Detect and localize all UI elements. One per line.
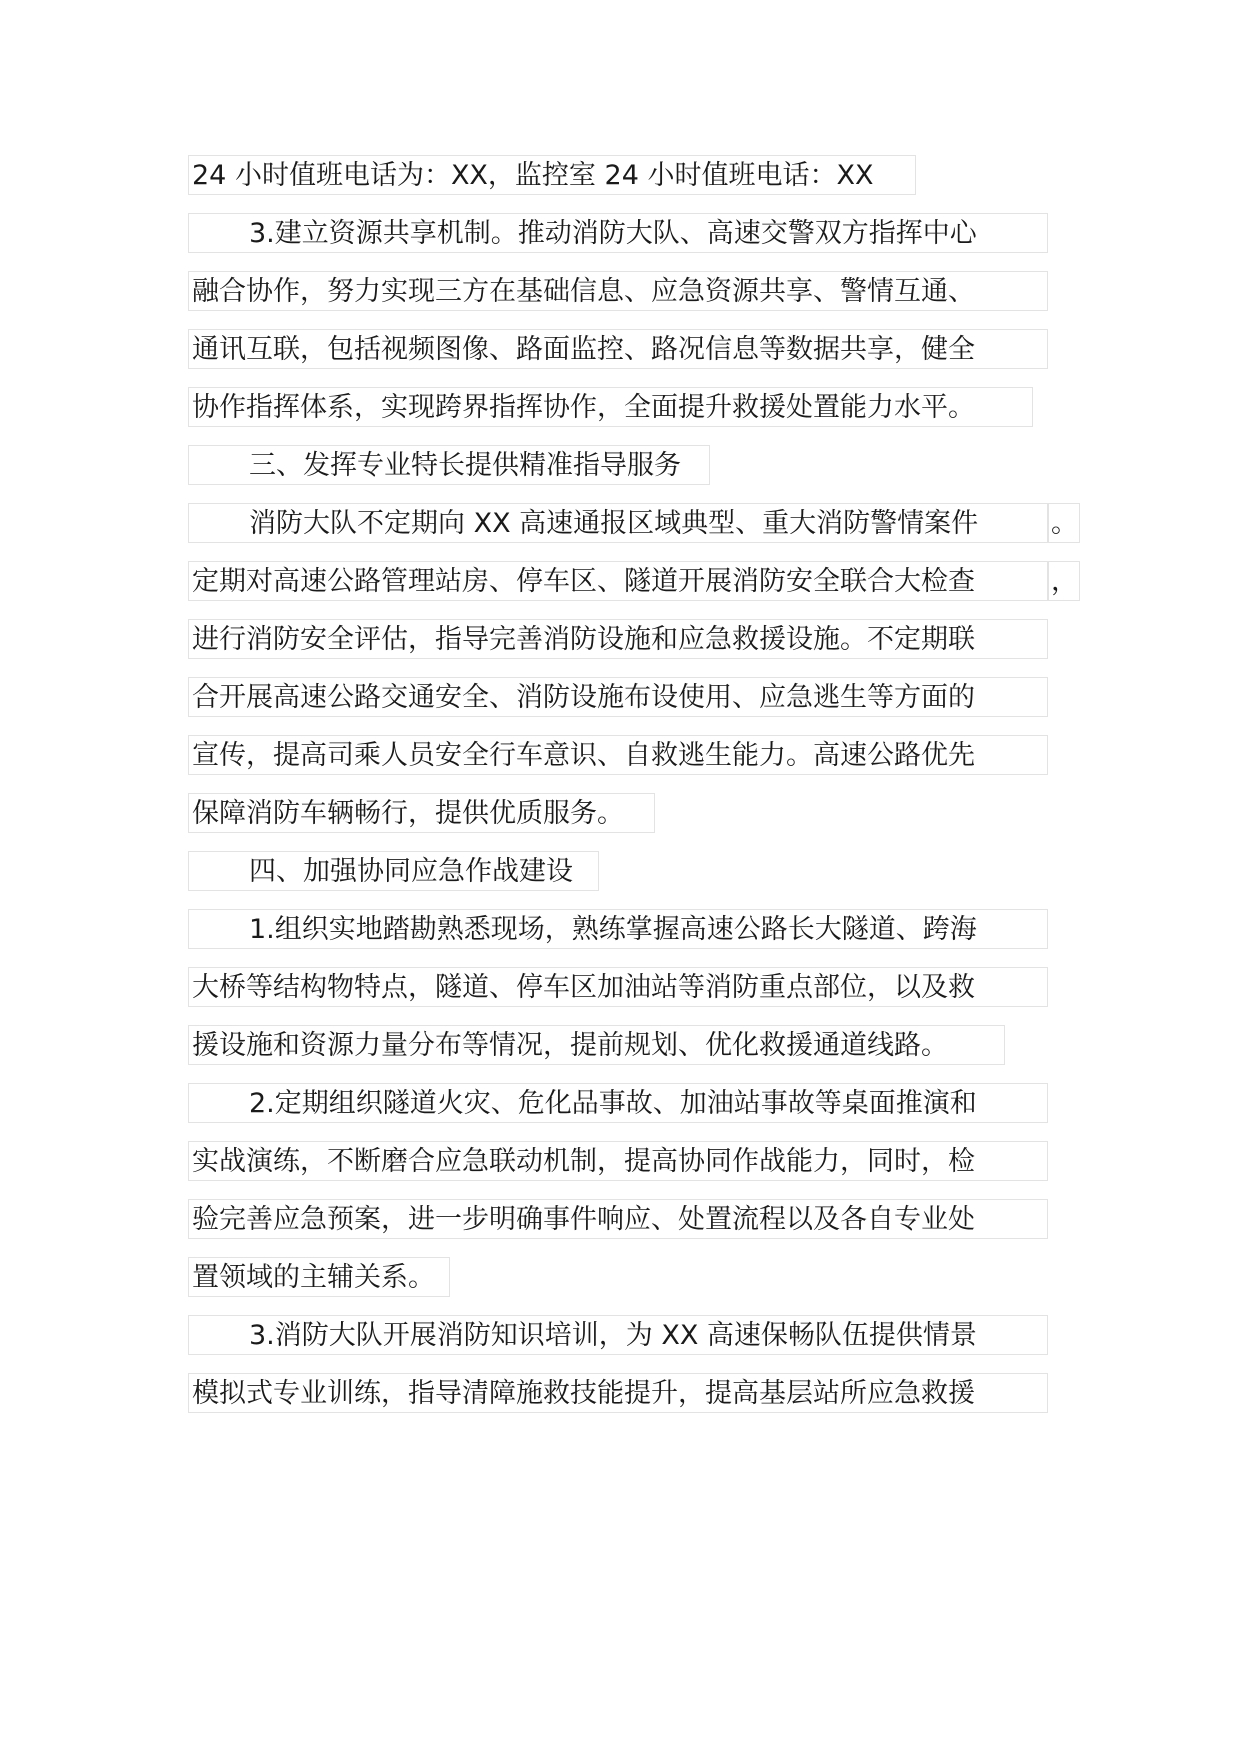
text-line-8-overflow: ， bbox=[1048, 561, 1080, 601]
text-line-18: 实战演练，不断磨合应急联动机制，提高协同作战能力，同时，检 bbox=[188, 1141, 1048, 1181]
text-line-7-overflow: 。 bbox=[1048, 503, 1080, 543]
text-line-14: 1.组织实地踏勘熟悉现场，熟练掌握高速公路长大隧道、跨海 bbox=[188, 909, 1048, 949]
text-line-3: 融合协作，努力实现三方在基础信息、应急资源共享、警情互通、 bbox=[188, 271, 1048, 311]
text-line-16: 援设施和资源力量分布等情况，提前规划、优化救援通道线路。 bbox=[188, 1025, 1005, 1065]
section-heading-3: 三、发挥专业特长提供精准指导服务 bbox=[188, 445, 710, 485]
text-line-12: 保障消防车辆畅行，提供优质服务。 bbox=[188, 793, 655, 833]
text-line-11: 宣传，提高司乘人员安全行车意识、自救逃生能力。高速公路优先 bbox=[188, 735, 1048, 775]
text-line-19: 验完善应急预案，进一步明确事件响应、处置流程以及各自专业处 bbox=[188, 1199, 1048, 1239]
text-line-9: 进行消防安全评估，指导完善消防设施和应急救援设施。不定期联 bbox=[188, 619, 1048, 659]
text-line-15: 大桥等结构物特点，隧道、停车区加油站等消防重点部位，以及救 bbox=[188, 967, 1048, 1007]
text-line-4: 通讯互联，包括视频图像、路面监控、路况信息等数据共享，健全 bbox=[188, 329, 1048, 369]
text-line-8: 定期对高速公路管理站房、停车区、隧道开展消防安全联合大检查 bbox=[188, 561, 1048, 601]
text-line-10: 合开展高速公路交通安全、消防设施布设使用、应急逃生等方面的 bbox=[188, 677, 1048, 717]
text-line-17: 2.定期组织隧道火灾、危化品事故、加油站事故等桌面推演和 bbox=[188, 1083, 1048, 1123]
section-heading-4: 四、加强协同应急作战建设 bbox=[188, 851, 599, 891]
text-line-21: 3.消防大队开展消防知识培训，为 XX 高速保畅队伍提供情景 bbox=[188, 1315, 1048, 1355]
text-line-7: 消防大队不定期向 XX 高速通报区域典型、重大消防警情案件 bbox=[188, 503, 1048, 543]
text-line-22: 模拟式专业训练，指导清障施救技能提升，提高基层站所应急救援 bbox=[188, 1373, 1048, 1413]
text-line-20: 置领域的主辅关系。 bbox=[188, 1257, 450, 1297]
text-line-5: 协作指挥体系，实现跨界指挥协作，全面提升救援处置能力水平。 bbox=[188, 387, 1033, 427]
text-line-2: 3.建立资源共享机制。推动消防大队、高速交警双方指挥中心 bbox=[188, 213, 1048, 253]
text-line-1: 24 小时值班电话为：XX，监控室 24 小时值班电话：XX bbox=[188, 155, 916, 195]
